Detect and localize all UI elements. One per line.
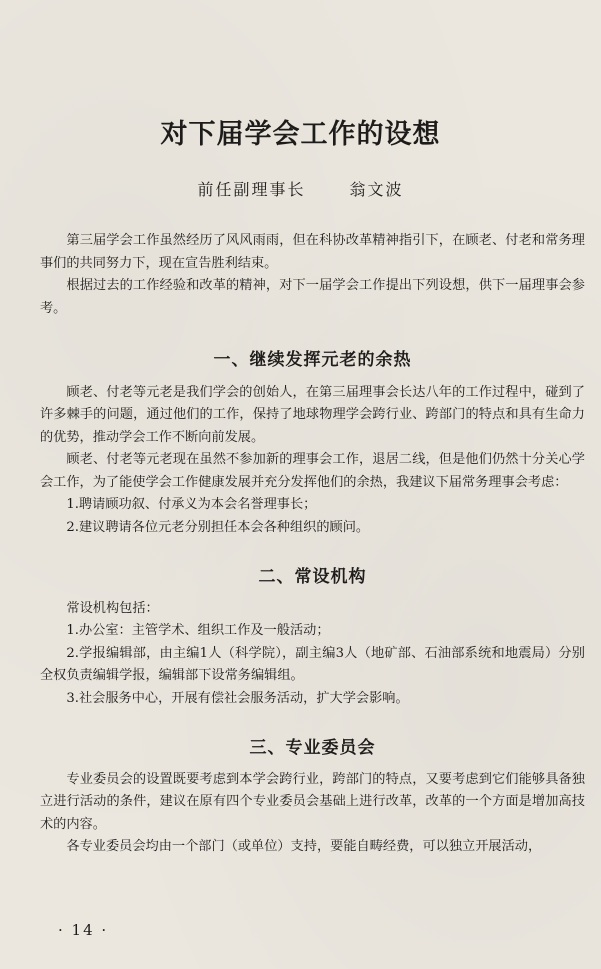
section-heading-3: 三、专业委员会 [249, 738, 376, 758]
section-3-paragraph: 各专业委员会均由一个部门（或单位）支持，要能自畴经费，可以独立开展活动， [66, 839, 542, 854]
section-heading-1: 一、继续发挥元老的余热 [213, 350, 412, 370]
author-name: 翁文波 [349, 180, 404, 199]
section-2-item: 1.办公室：主管学术、组织工作及一般活动； [66, 623, 330, 638]
article-body [40, 230, 585, 859]
section-2-item: 3.社会服务中心，开展有偿社会服务活动，扩大学会影响。 [66, 690, 409, 706]
intro-paragraph: 根据过去的工作经验和改革的精神，对下一届学会工作提出下列设想，供下一届理事会参考。 [40, 278, 585, 316]
author-role: 前任副理事长 [197, 180, 306, 199]
section-2-paragraph: 常设机构包括： [66, 600, 159, 616]
intro-paragraph: 第三届学会工作虽然经历了风风雨雨，但在科协改革精神指引下，在顾老、付老和常务理事们的共同努力下，现在宣告胜利结束。 [40, 233, 585, 271]
section-heading-2: 二、常设机构 [258, 567, 367, 587]
section-2-item: 2.学报编辑部，由主编1人（科学院），副主编3人（地矿部、石油部系统和地震局）分别全权负责编辑学报，编辑部下设常务编辑组。 [40, 645, 585, 683]
section-3-paragraph: 专业委员会的设置既要考虑到本学会跨行业，跨部门的特点，又要考虑到它们能够具备独立进行活动的条件，建议在原有四个专业委员会基础上进行改革，改革的一个方面是增加高技术的内容。 [40, 771, 585, 832]
article-title: 对下届学会工作的设想 [160, 119, 441, 150]
section-1-paragraph: 顾老、付老等元老现在虽然不参加新的理事会工作，退居二线，但是他们仍然十分关心学会工作，为了能使学会工作健康发展并充分发挥他们的余热，我建议下届常务理事会考虑： [40, 452, 585, 490]
section-1-paragraph: 顾老、付老等元老是我们学会的创始人，在第三届理事会长达八年的工作过程中，碰到了许多棘手的问题，通过他们的工作，保持了地球物理学会跨行业、跨部门的特点和具有生命力的优势，推动学会工作不断向前发展。 [40, 384, 585, 445]
section-1-item: 2.建议聘请各位元老分别担任本会各种组织的顾问。 [66, 519, 370, 535]
section-1-item: 1.聘请顾功叙、付承义为本会名誉理事长； [66, 497, 317, 512]
byline [0, 177, 601, 200]
page-number: · 14 · [58, 921, 109, 939]
